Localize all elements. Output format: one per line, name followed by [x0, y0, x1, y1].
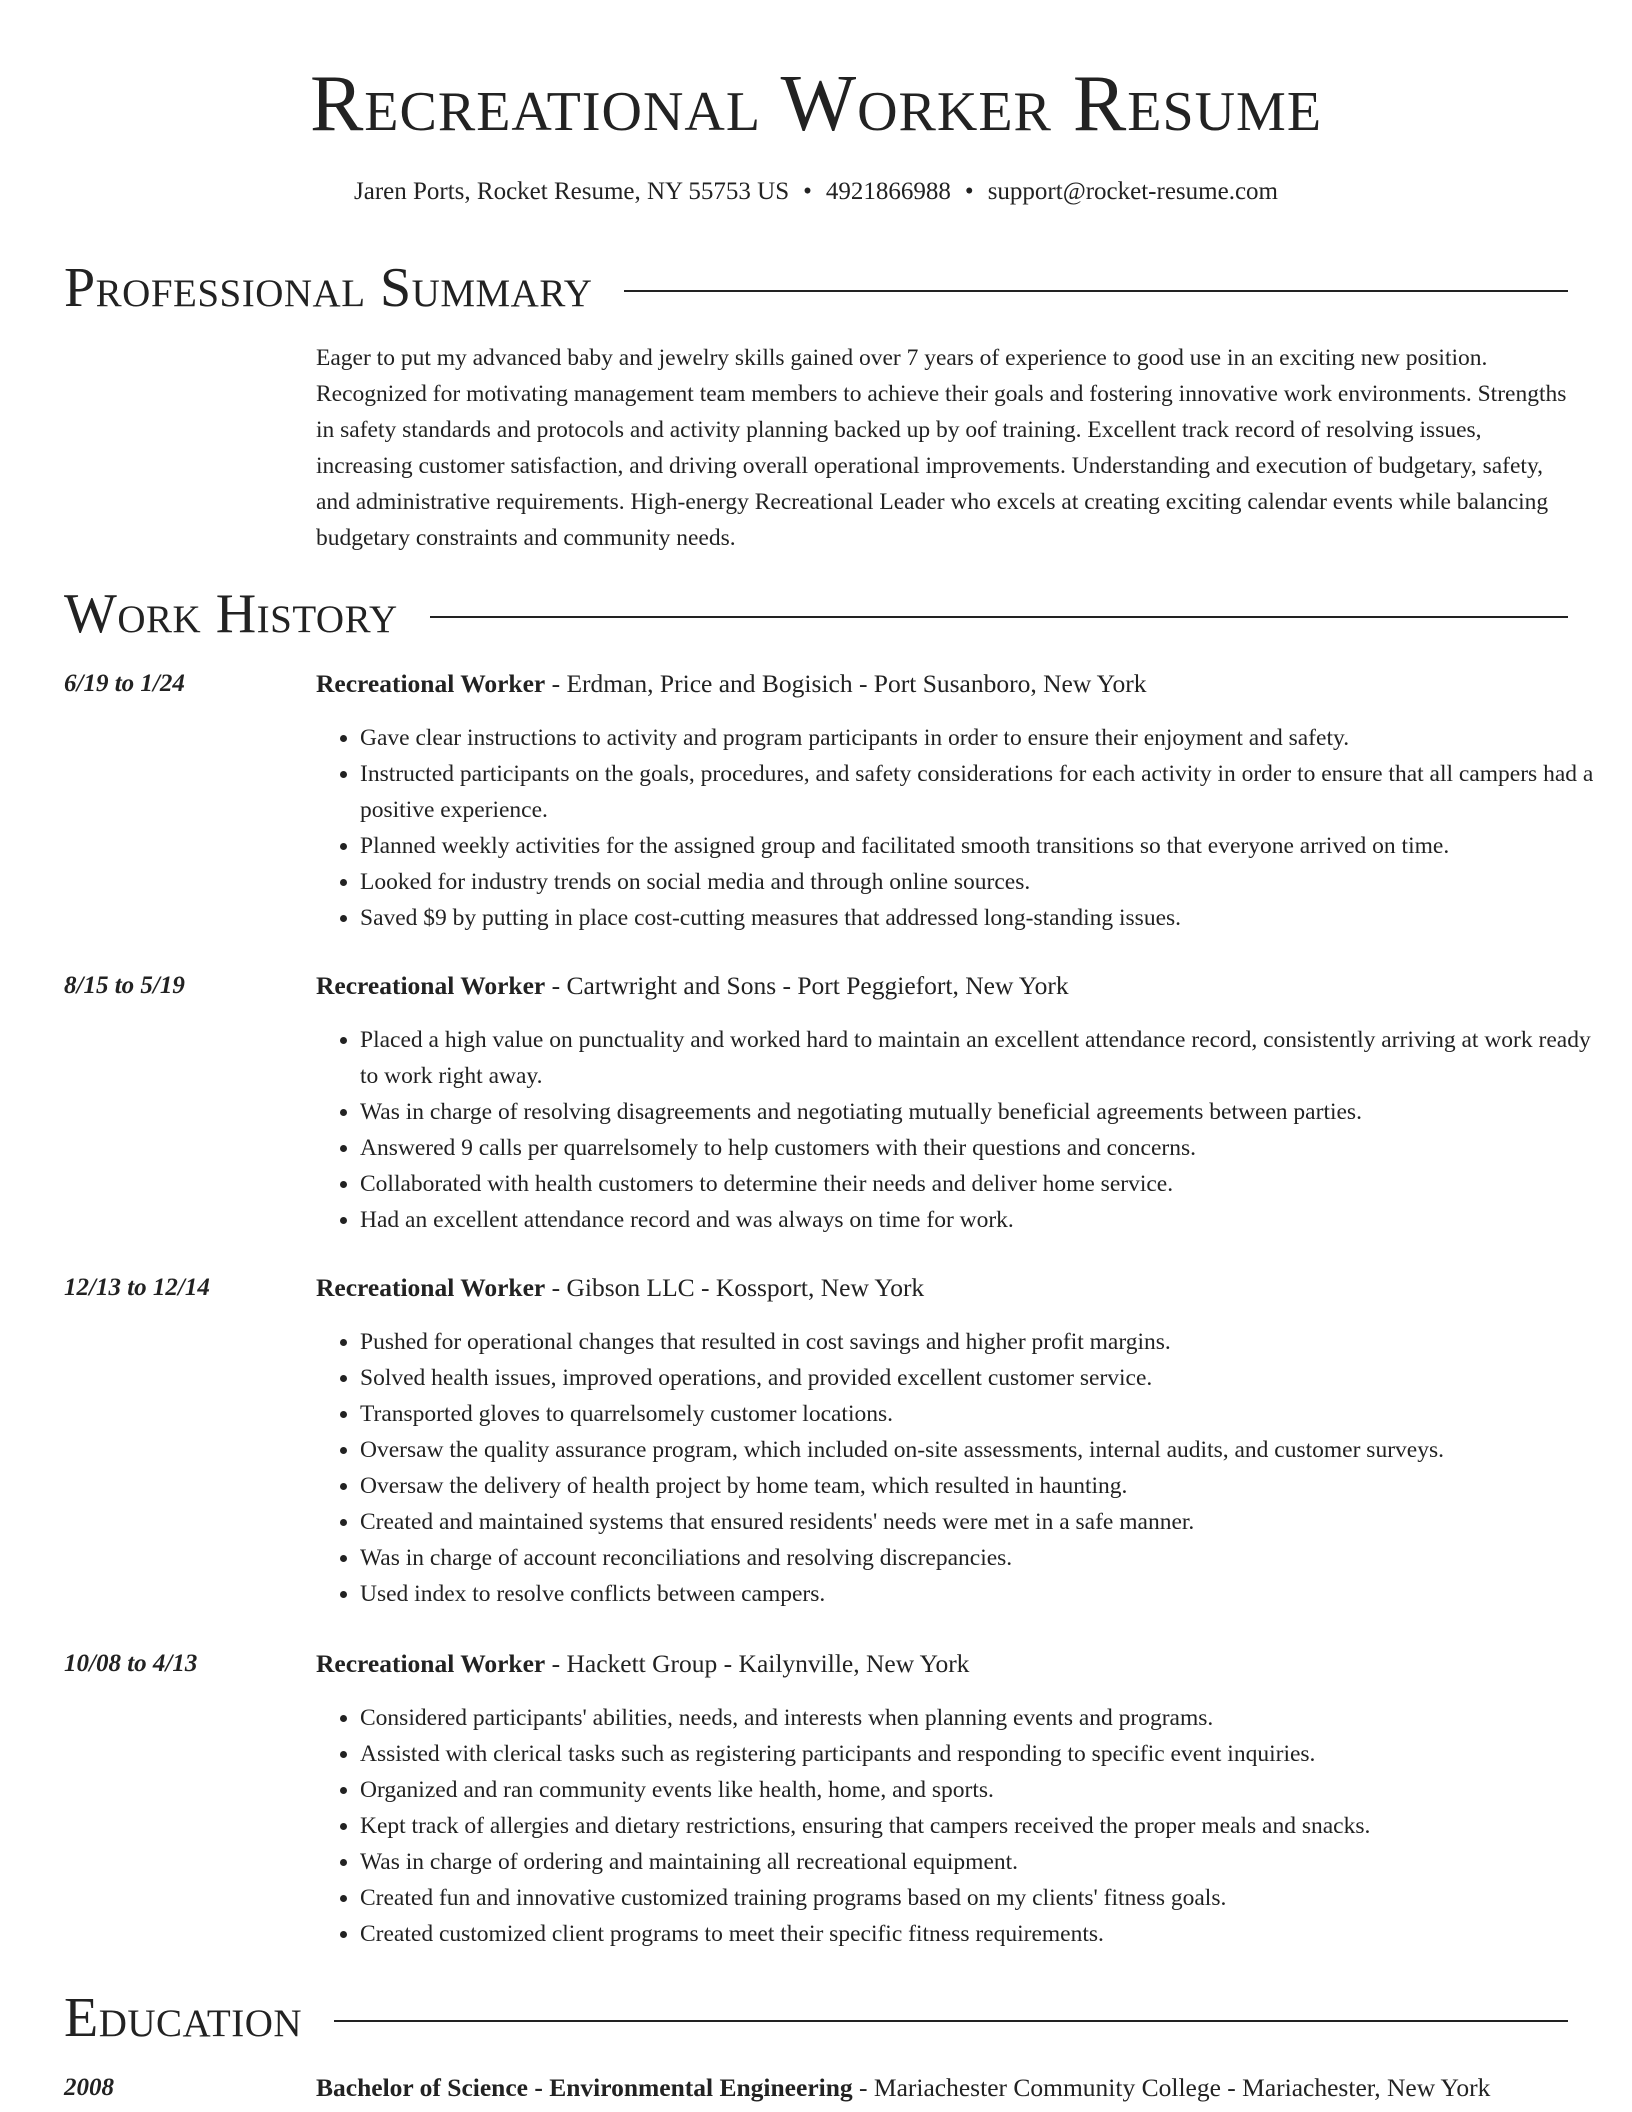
job-dates: 6/19 to 1/24	[64, 670, 185, 697]
section-divider	[624, 290, 1568, 292]
section-divider	[334, 2020, 1568, 2022]
job-bullet: • Solved health issues, improved operations, and provided excellent customer service.	[360, 1360, 1612, 1396]
job-dates: 12/13 to 12/14	[64, 1274, 210, 1301]
section-title-work: Work History	[64, 583, 398, 645]
section-title-summary: Professional Summary	[64, 257, 593, 319]
section-header-work	[64, 584, 1568, 644]
job-bullets	[316, 1022, 1612, 1238]
job-dates: 8/15 to 5/19	[64, 972, 185, 999]
contact-phone: 4921866988	[825, 178, 951, 205]
job-company: - Hackett Group - Kailynville, New York	[545, 1649, 970, 1678]
job-dates: 10/08 to 4/13	[64, 1650, 198, 1677]
job-company: - Erdman, Price and Bogisich - Port Susanboro, New York	[545, 669, 1147, 698]
job-bullet: • Created and maintained systems that ensured residents' needs were met in a safe manner.	[360, 1504, 1612, 1540]
job-bullets	[316, 720, 1612, 936]
contact-separator: •	[964, 178, 974, 205]
contact-separator: •	[803, 178, 812, 205]
job-bullet: • Was in charge of account reconciliations and resolving discrepancies.	[360, 1540, 1612, 1576]
job-role: Recreational Worker	[316, 669, 546, 698]
job-bullet: • Saved $9 by putting in place cost-cutting measures that addressed long-standing issues.	[360, 900, 1612, 936]
job-bullet: • Created fun and innovative customized training programs based on my clients' fitness goals.	[360, 1880, 1612, 1916]
summary-text: Eager to put my advanced baby and jewelry skills gained over 7 years of experience to good use in an exciting new position. Recognized for motivating management team members to achieve their goals and fostering innovative work environments. Strengths in safety standards and protocols and activity planning backed up by oof training. Excellent track record of resolving issues, increasing customer satisfaction, and driving overall operational improvements. Understanding and execution of budgetary, safety, and administrative requirements. High-energy Recreational Leader who excels at creating exciting calendar events while balancing budgetary constraints and community needs.	[316, 345, 1567, 551]
job-bullet: • Used index to resolve conflicts between campers.	[360, 1576, 1612, 1612]
job-bullet: • Created customized client programs to meet their specific fitness requirements.	[360, 1916, 1612, 1952]
section-divider	[430, 616, 1568, 618]
job-bullet: • Was in charge of ordering and maintaining all recreational equipment.	[360, 1844, 1612, 1880]
education-year: 2008	[64, 2074, 114, 2101]
job-bullet: • Was in charge of resolving disagreements and negotiating mutually beneficial agreements between parties.	[360, 1094, 1612, 1130]
job-heading	[316, 666, 1147, 702]
job-company: - Gibson LLC - Kossport, New York	[545, 1273, 925, 1302]
job-bullet: • Pushed for operational changes that resulted in cost savings and higher profit margins.	[360, 1324, 1612, 1360]
job-bullet: • Planned weekly activities for the assigned group and facilitated smooth transitions so that everyone arrived on time.	[360, 828, 1612, 864]
job-bullet: • Gave clear instructions to activity and program participants in order to ensure their enjoyment and safety.	[360, 720, 1612, 756]
job-bullets	[316, 1700, 1612, 1952]
education-degree: Bachelor of Science - Environmental Engineering	[316, 2073, 853, 2102]
job-heading	[316, 968, 1069, 1004]
job-bullet: • Collaborated with health customers to determine their needs and deliver home service.	[360, 1166, 1612, 1202]
resume-title: Recreational Worker Resume	[309, 60, 1323, 148]
job-role: Recreational Worker	[316, 971, 546, 1000]
job-role: Recreational Worker	[316, 1273, 546, 1302]
job-bullet: • Transported gloves to quarrelsomely customer locations.	[360, 1396, 1612, 1432]
section-header-summary	[64, 258, 1568, 318]
job-bullet: • Organized and ran community events like health, home, and sports.	[360, 1772, 1612, 1808]
contact-email: support@rocket-resume.com	[987, 178, 1278, 205]
job-bullet: • Placed a high value on punctuality and worked hard to maintain an excellent attendance record, consistently arriving at work ready to work right away.	[360, 1022, 1612, 1094]
education-heading	[316, 2070, 1490, 2106]
job-heading	[316, 1646, 969, 1682]
section-header-education	[64, 1988, 1568, 2048]
contact-address: Jaren Ports, Rocket Resume, NY 55753 US	[354, 178, 790, 205]
education-school: - Mariachester Community College - Mariachester, New York	[852, 2073, 1491, 2102]
job-bullet: • Kept track of allergies and dietary restrictions, ensuring that campers received the proper meals and snacks.	[360, 1808, 1612, 1844]
contact-line	[0, 176, 1632, 208]
job-bullet: • Considered participants' abilities, needs, and interests when planning events and programs.	[360, 1700, 1612, 1736]
job-heading	[316, 1270, 924, 1306]
job-bullet: • Assisted with clerical tasks such as registering participants and responding to specific event inquiries.	[360, 1736, 1612, 1772]
job-bullet: • Looked for industry trends on social media and through online sources.	[360, 864, 1612, 900]
job-bullet: • Instructed participants on the goals, procedures, and safety considerations for each activity in order to ensure that all campers had a positive experience.	[360, 756, 1612, 828]
section-title-education: Education	[64, 1987, 303, 2049]
job-bullet: • Oversaw the quality assurance program, which included on-site assessments, internal audits, and customer surveys.	[360, 1432, 1612, 1468]
job-role: Recreational Worker	[316, 1649, 546, 1678]
job-bullets	[316, 1324, 1612, 1612]
job-bullet: • Oversaw the delivery of health project by home team, which resulted in haunting.	[360, 1468, 1612, 1504]
job-company: - Cartwright and Sons - Port Peggiefort, New York	[545, 971, 1069, 1000]
job-bullet: • Had an excellent attendance record and was always on time for work.	[360, 1202, 1612, 1238]
job-bullet: • Answered 9 calls per quarrelsomely to help customers with their questions and concerns.	[360, 1130, 1612, 1166]
